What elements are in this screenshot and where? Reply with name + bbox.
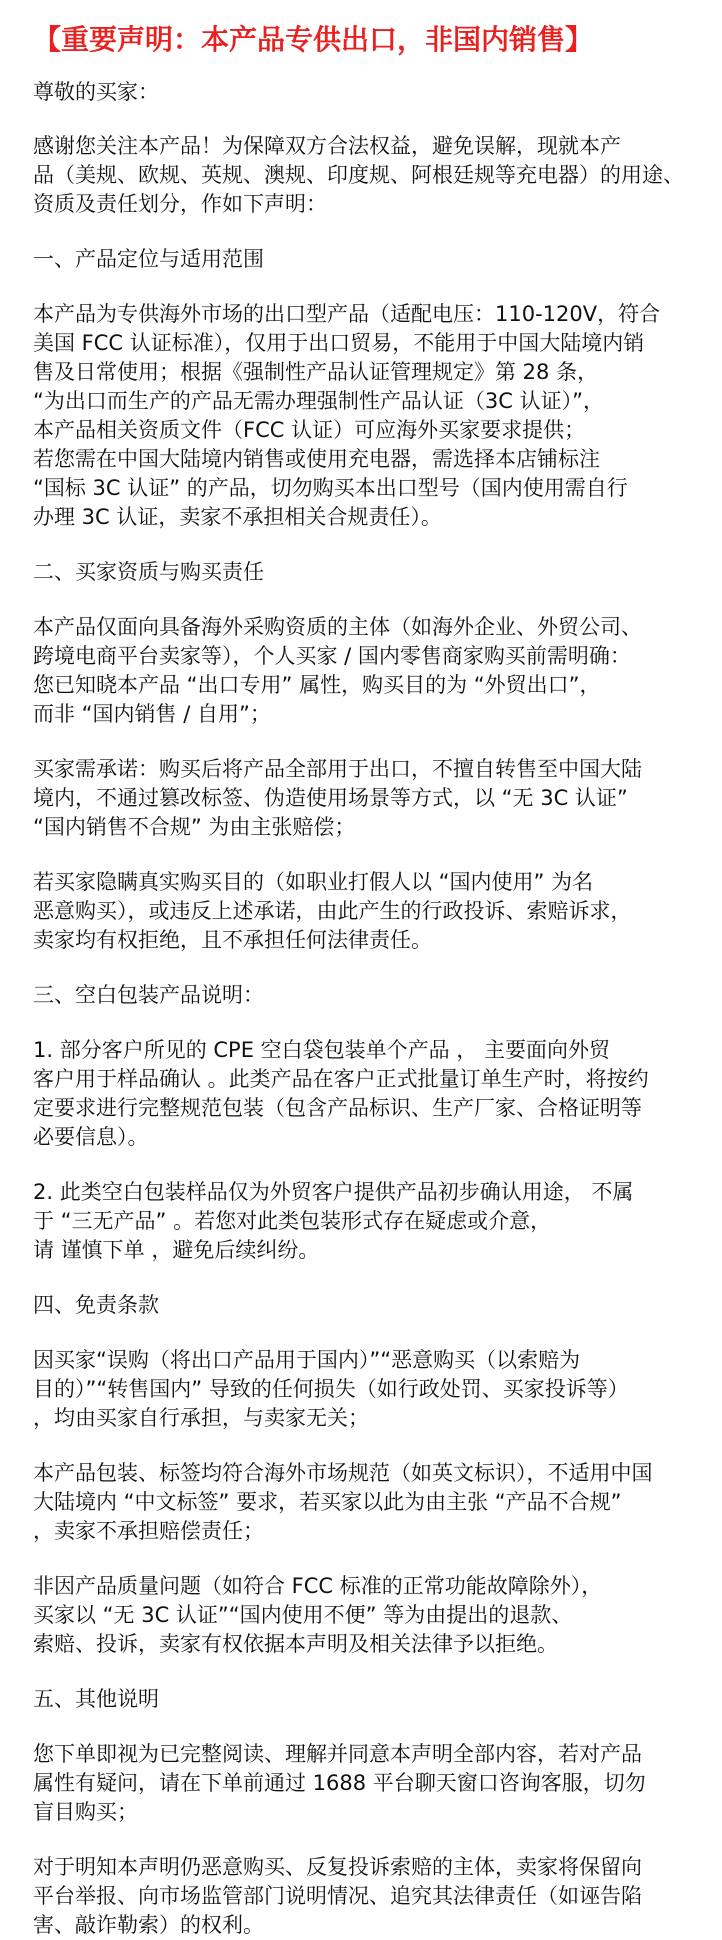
text-line: 本产品相关资质文件（FCC 认证）可应海外买家要求提供； (33, 418, 586, 442)
text-line: 平台举报、向市场监管部门说明情况、追究其法律责任（如诬告陷 (33, 1884, 642, 1908)
text-line: 若您需在中国大陆境内销售或使用充电器，需选择本店铺标注 (33, 447, 600, 471)
text-line: 本产品仅面向具备海外采购资质的主体（如海外企业、外贸公司、 (33, 615, 642, 639)
text-line: 卖家均有权拒绝，且不承担任何法律责任。 (33, 928, 432, 952)
section-5 (33, 1685, 708, 1940)
text-line: 因买家“误购（将出口产品用于国内）”“恶意购买（以索赔为 (33, 1348, 581, 1372)
section-paragraph (33, 1572, 708, 1659)
text-line: 感谢您关注本产品！为保障双方合法权益，避免误解，现就本产 (33, 134, 621, 158)
section-4 (33, 1291, 708, 1659)
text-line: 盲目购买； (33, 1800, 138, 1824)
section-heading: 二、买家资质与购买责任 (33, 560, 264, 584)
section-paragraph (33, 300, 708, 532)
section-3 (33, 981, 708, 1265)
text-line: 本产品为专供海外市场的出口型产品（适配电压：110-120V，符合 (33, 302, 661, 326)
section-heading: 一、产品定位与适用范围 (33, 247, 264, 271)
section-heading: 三、空白包装产品说明： (33, 983, 264, 1007)
text-line: 定要求进行完整规范包装（包含产品标识、生产厂家、合格证明等 (33, 1096, 642, 1120)
intro-paragraph (33, 132, 708, 219)
text-line: 1. 部分客户所见的 CPE 空白袋包装单个产品 ， 主要面向外贸 (33, 1038, 611, 1062)
text-line: ，均由买家自行承担，与卖家无关； (33, 1406, 369, 1430)
text-line: 境内，不通过篡改标签、伪造使用场景等方式，以 “无 3C 认证” (33, 786, 628, 810)
text-line: 属性有疑问，请在下单前通过 1688 平台聊天窗口咨询客服，切勿 (33, 1771, 646, 1795)
section-2 (33, 558, 708, 955)
text-line: 非因产品质量问题（如符合 FCC 标准的正常功能故障除外）， (33, 1574, 603, 1598)
section-paragraph (33, 1853, 708, 1940)
text-line: 资质及责任划分，作如下声明： (33, 192, 327, 216)
section-heading: 四、免责条款 (33, 1293, 159, 1317)
text-line: 售及日常使用；根据《强制性产品认证管理规定》第 28 条， (33, 360, 599, 384)
section-paragraph (33, 1346, 708, 1433)
section-paragraph (33, 868, 708, 955)
text-line: 害、敲诈勒索）的权利。 (33, 1913, 264, 1937)
section-paragraph (33, 613, 708, 729)
sections-container (33, 245, 708, 1940)
section-paragraph (33, 755, 708, 842)
section-paragraph (33, 1036, 708, 1152)
text-line: 恶意购买），或违反上述承诺，由此产生的行政投诉、索赔诉求， (33, 899, 632, 923)
section-paragraph (33, 1178, 708, 1265)
text-line: 您下单即视为已完整阅读、理解并同意本声明全部内容，若对产品 (33, 1742, 642, 1766)
text-line: 大陆境内 “中文标签” 要求，若买家以此为由主张 “产品不合规” (33, 1490, 622, 1514)
text-line: 品（美规、欧规、英规、澳规、印度规、阿根廷规等充电器）的用途、 (33, 163, 684, 187)
section-heading: 五、其他说明 (33, 1687, 159, 1711)
text-line: 2. 此类空白包装样品仅为外贸客户提供产品初步确认用途， 不属 (33, 1180, 634, 1204)
text-line: 办理 3C 认证，卖家不承担相关合规责任）。 (33, 505, 442, 529)
text-line: ，卖家不承担赔偿责任； (33, 1519, 264, 1543)
text-line: 必要信息）。 (33, 1125, 149, 1149)
text-line: 买家以 “无 3C 认证”“国内使用不便” 等为由提出的退款、 (33, 1603, 573, 1627)
declaration-title: 【重要声明：本产品专供出口，非国内销售】 (33, 23, 594, 56)
text-line: “国内销售不合规” 为由主张赔偿； (33, 815, 356, 839)
section-paragraph (33, 1740, 708, 1827)
greeting: 尊敬的买家： (33, 80, 159, 104)
text-line: 若买家隐瞒真实购买目的（如职业打假人以 “国内使用” 为名 (33, 870, 594, 894)
text-line: 索赔、投诉，卖家有权依据本声明及相关法律予以拒绝。 (33, 1632, 558, 1656)
section-paragraph (33, 1459, 708, 1546)
text-line: 客户用于样品确认 。此类产品在客户正式批量订单生产时，将按约 (33, 1067, 649, 1091)
text-line: 您已知晓本产品 “出口专用” 属性，购买目的为 “外贸出口”， (33, 673, 601, 697)
text-line: 而非 “国内销售 / 自用”； (33, 702, 271, 726)
text-line: 请 谨慎下单 ，避免后续纠纷。 (33, 1238, 320, 1262)
text-line: 于 “三无产品” 。若您对此类包装形式存在疑虑或介意， (33, 1209, 552, 1233)
text-line: 美国 FCC 认证标准），仅用于出口贸易，不能用于中国大陆境内销 (33, 331, 645, 355)
text-line: 买家需承诺：购买后将产品全部用于出口，不擅自转售至中国大陆 (33, 757, 642, 781)
text-line: “国标 3C 认证” 的产品，切勿购买本出口型号（国内使用需自行 (33, 476, 628, 500)
text-line: 对于明知本声明仍恶意购买、反复投诉索赔的主体，卖家将保留向 (33, 1855, 642, 1879)
text-line: 本产品包装、标签均符合海外市场规范（如英文标识），不适用中国 (33, 1461, 653, 1485)
text-line: “为出口而生产的产品无需办理强制性产品认证（3C 认证）”， (33, 389, 604, 413)
section-1 (33, 245, 708, 532)
text-line: 目的）”“转售国内” 导致的任何损失（如行政处罚、买家投诉等） (33, 1377, 629, 1401)
text-line: 跨境电商平台卖家等），个人买家 / 国内零售商家购买前需明确： (33, 644, 631, 668)
